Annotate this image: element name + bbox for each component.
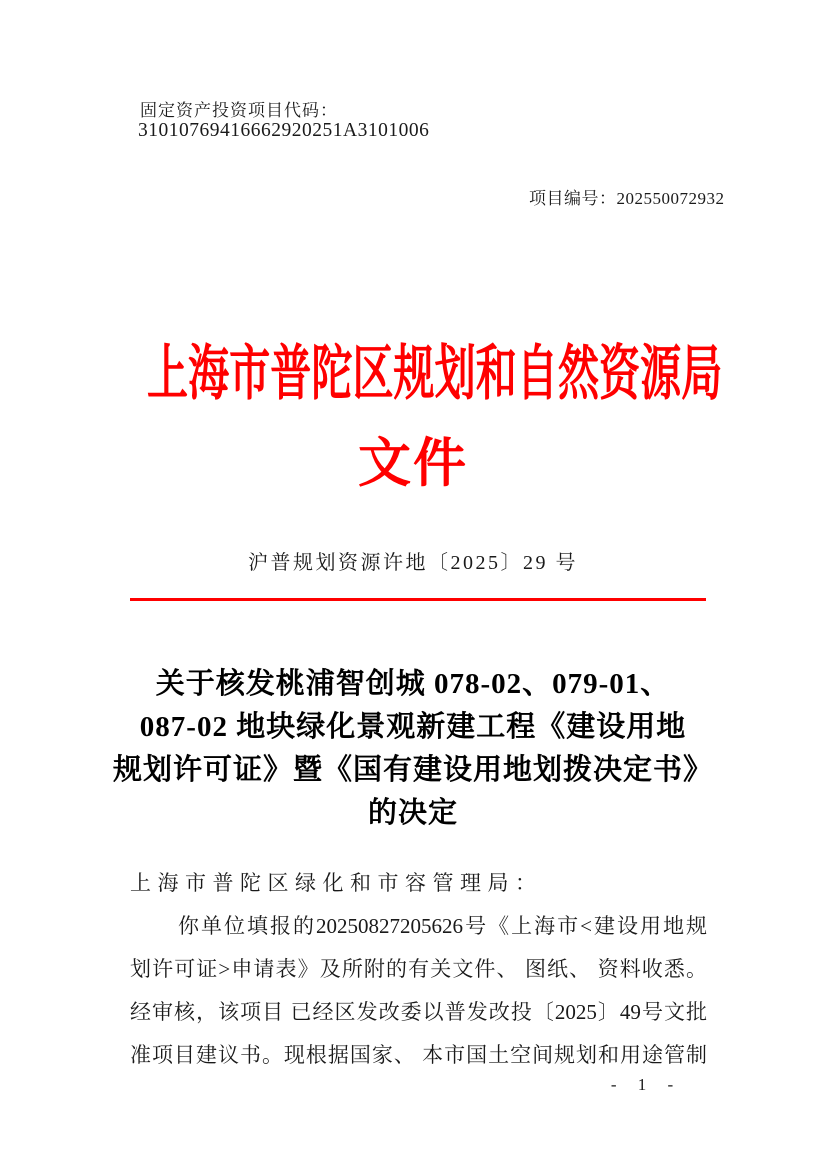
document-body bbox=[130, 862, 707, 1077]
document-title bbox=[8, 663, 818, 835]
body-line-3: 经审核，该项目 已经区发改委以普发改投〔2025〕49号文批 bbox=[130, 1000, 707, 1024]
masthead-agency-name: 上海市普陀区规划和自然资源局 bbox=[146, 341, 723, 407]
document-title-line-1: 关于核发桃浦智创城 078-02、079-01、 bbox=[155, 668, 671, 700]
project-number-label: 项目编号： bbox=[529, 189, 617, 208]
document-title-line-4: 的决定 bbox=[367, 797, 458, 829]
project-number-line bbox=[529, 184, 725, 209]
body-line-2: 划许可证>申请表》及所附的有关文件、 图纸、 资料收悉。 bbox=[130, 957, 707, 981]
document-title-line-2: 087-02 地块绿化景观新建工程《建设用地 bbox=[139, 711, 687, 743]
red-separator-line bbox=[130, 598, 706, 601]
body-line-4: 准项目建议书。现根据国家、 本市国土空间规划和用途管制 bbox=[130, 1043, 707, 1067]
body-line-1: 你单位填报的20250827205626号《上海市<建设用地规 bbox=[178, 914, 707, 938]
masthead-doc-type: 文件 bbox=[358, 435, 468, 493]
document-reference-number: 沪普规划资源许地〔2025〕29 号 bbox=[248, 552, 578, 574]
salutation: 上海市普陀区绿化和市容管理局： bbox=[130, 871, 543, 895]
project-number-value: 202550072932 bbox=[616, 189, 725, 208]
project-code-label: 固定资产投资项目代码： bbox=[140, 101, 338, 120]
page-number: - 1 - bbox=[610, 1075, 676, 1094]
project-code-value: 31010769416662920251A3101006 bbox=[138, 120, 430, 141]
document-title-line-3: 规划许可证》暨《国有建设用地划拨决定书》 bbox=[112, 754, 713, 786]
